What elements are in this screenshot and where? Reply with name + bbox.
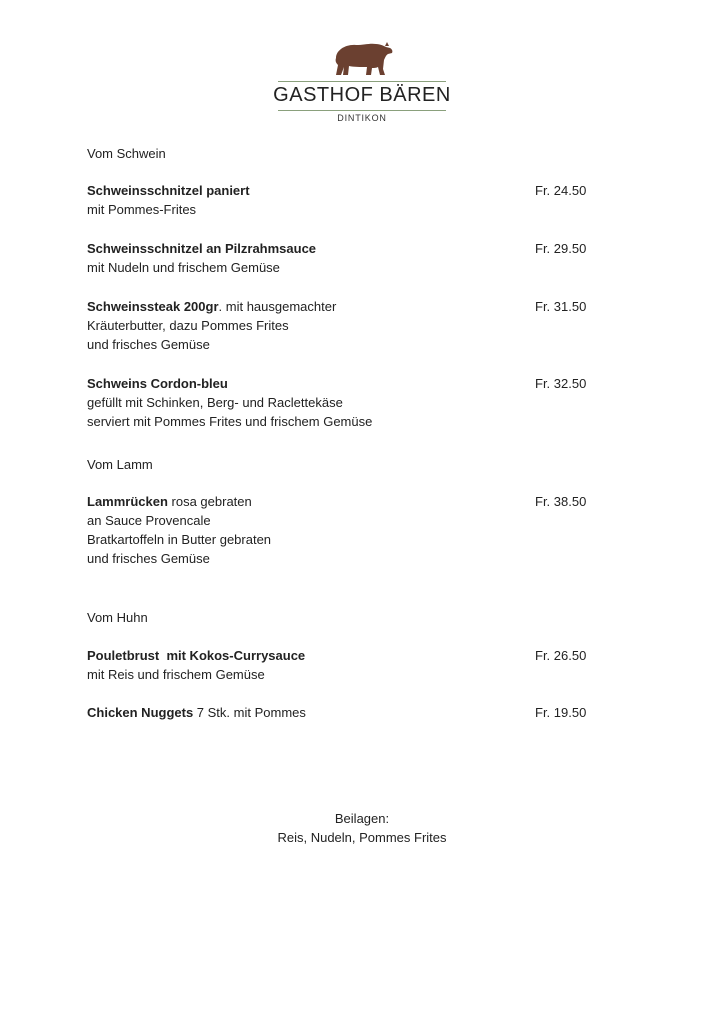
menu-item-name: Schweinsschnitzel an Pilzrahmsauce (87, 241, 317, 256)
menu-item-desc: und frisches Gemüse (87, 551, 210, 566)
menu-item-price: Fr. 31.50 (535, 299, 587, 314)
menu-item-desc: gefüllt mit Schinken, Berg- und Raclettekäse (87, 395, 343, 410)
menu-item-name: Pouletbrust mit Kokos-Currysauce (87, 648, 306, 663)
menu-item-name: Chicken Nuggets 7 Stk. mit Pommes (87, 705, 306, 720)
menu-item-desc: mit Pommes-Frites (87, 202, 197, 217)
logo-rule-top (278, 81, 446, 82)
menu-item-price: Fr. 29.50 (535, 241, 587, 256)
menu-item-desc: an Sauce Provencale (87, 513, 211, 528)
menu-item-name: Schweinssteak 200gr. mit hausgemachter (87, 299, 337, 314)
menu-item-price: Fr. 32.50 (535, 376, 587, 391)
section-title-huhn: Vom Huhn (87, 610, 148, 625)
brand-logo (0, 38, 724, 78)
menu-item-desc: Bratkartoffeln in Butter gebraten (87, 532, 272, 547)
section-title-schwein: Vom Schwein (87, 146, 166, 161)
sides-title: Beilagen: (334, 811, 390, 826)
menu-item-desc: serviert mit Pommes Frites und frischem Gemüse (87, 414, 373, 429)
menu-item-desc: und frisches Gemüse (87, 337, 210, 352)
menu-item-price: Fr. 19.50 (535, 705, 587, 720)
menu-item-name: Schweins Cordon-bleu (87, 376, 228, 391)
menu-item-desc: mit Nudeln und frischem Gemüse (87, 260, 280, 275)
sides-list: Reis, Nudeln, Pommes Frites (277, 830, 447, 845)
bear-icon (330, 38, 394, 78)
menu-item-desc: Kräuterbutter, dazu Pommes Frites (87, 318, 289, 333)
menu-item-name: Lammrücken rosa gebraten (87, 494, 252, 509)
brand-name: GASTHOF BÄREN (273, 84, 451, 106)
menu-item-price: Fr. 24.50 (535, 183, 587, 198)
menu-item-desc: mit Reis und frischem Gemüse (87, 667, 265, 682)
menu-item-name: Schweinsschnitzel paniert (87, 183, 250, 198)
brand-location: DINTIKON (337, 113, 387, 123)
section-title-lamm: Vom Lamm (87, 457, 153, 472)
menu-item-price: Fr. 26.50 (535, 648, 587, 663)
logo-rule-bottom (278, 110, 446, 111)
menu-item-price: Fr. 38.50 (535, 494, 587, 509)
